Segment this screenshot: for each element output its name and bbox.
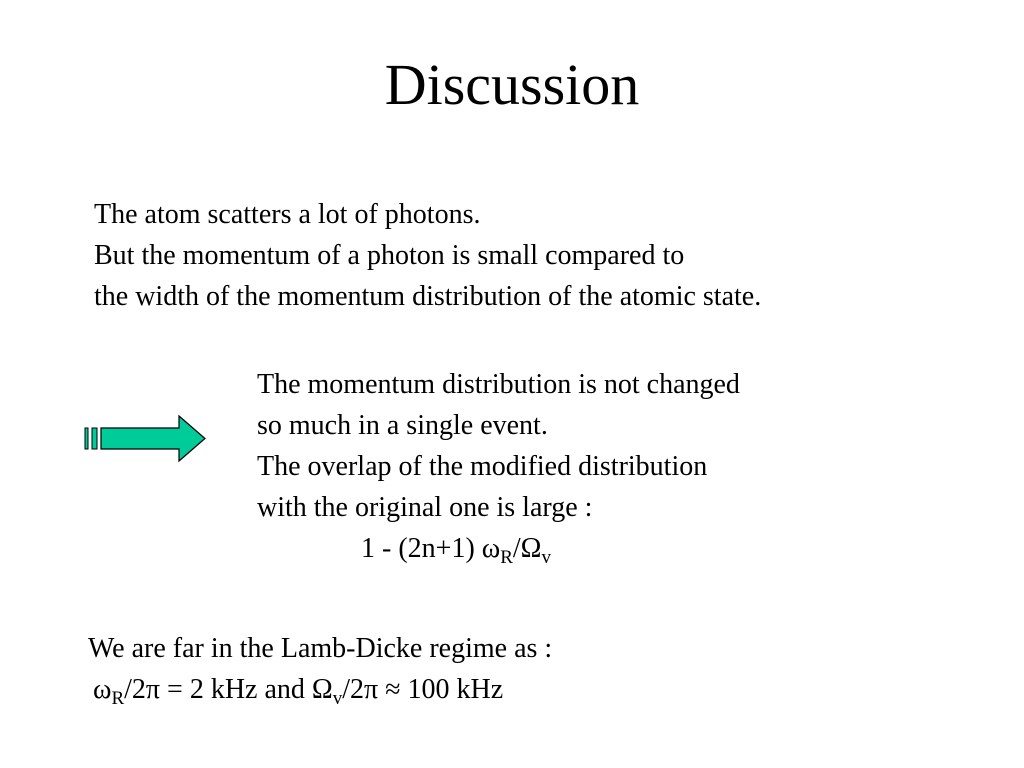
consequence-line-1: The momentum distribution is not changed <box>257 369 740 400</box>
overlap-formula-sub-v: v <box>541 547 551 568</box>
consequence-paragraph <box>257 364 740 569</box>
values-formula-sub-r: R <box>111 688 125 709</box>
slide-title: Discussion <box>384 52 640 117</box>
arrow-stripe-2 <box>92 428 97 449</box>
consequence-line-2: so much in a single event. <box>257 410 548 441</box>
overlap-formula-prefix: 1 - (2n+1) ω <box>361 533 501 564</box>
overlap-formula <box>257 528 740 569</box>
arrow-stripe-1 <box>85 428 88 449</box>
intro-line-1: The atom scatters a lot of photons. <box>94 199 481 230</box>
values-formula-sub-v: v <box>332 688 343 709</box>
intro-line-2: But the momentum of a photon is small compared to <box>94 240 685 271</box>
intro-paragraph <box>94 194 761 317</box>
consequence-line-4: with the original one is large : <box>257 492 593 523</box>
arrow-body <box>101 416 205 461</box>
values-formula-end: /2π ≈ 100 kHz <box>342 674 504 705</box>
overlap-formula-mid: /Ω <box>512 533 542 564</box>
values-formula-omega: ω <box>93 674 112 705</box>
consequence-line-3: The overlap of the modified distribution <box>257 451 708 482</box>
values-formula <box>88 669 552 710</box>
values-formula-mid: /2π = 2 kHz and Ω <box>124 674 333 705</box>
conclusion-line: We are far in the Lamb-Dicke regime as : <box>88 633 553 664</box>
striped-right-arrow-icon <box>83 414 207 464</box>
intro-line-3: the width of the momentum distribution of the atomic state. <box>94 281 762 312</box>
overlap-formula-sub-r: R <box>500 547 513 568</box>
conclusion-paragraph <box>88 628 552 710</box>
